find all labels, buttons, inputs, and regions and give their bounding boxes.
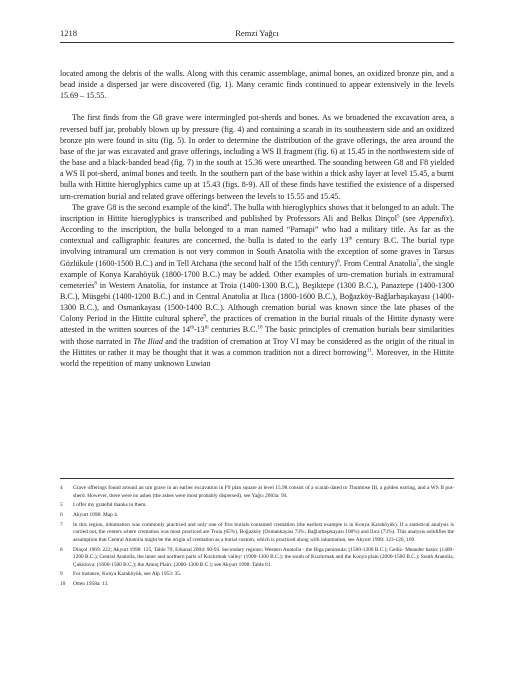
superscript: th — [204, 325, 209, 331]
footnote — [60, 522, 454, 545]
footnote-rule — [60, 478, 454, 479]
text-run: century B.C. The burial type involving intramural urn cremation is not very common in South Anatolia with the exception of some graves in Tarsus Gözlükule (1600-1500 B.C.) and in Tell Atchana (the second half of the 15th century) — [60, 236, 454, 268]
text-run: The grave G8 is the second example of the kind — [72, 202, 227, 212]
footnote-text: I offer my grateful thanks to them. — [73, 502, 147, 509]
text-run: ). According to the inscription, the bulla belonged to a man named “Parnapi” who had a military title. As far as the contextual and calligraphic features are concerned, the bulla is dated to the early 13 — [60, 213, 455, 246]
footnote-text: Grave offerings found around an urn grave in an earlier excavation in F9 plan square at level 15.98 consist of a scarab dated to Thutmose III, a golden earring, and a WS II pot-sherd. However, there were no ashes (the ashes were most probably dispersed), see Yağcı 2003a: 94. — [73, 485, 454, 499]
running-author: Remzi Yağcı — [235, 28, 279, 38]
footnote-number: 6 — [60, 512, 63, 519]
footnote-ref[interactable]: 4 — [226, 203, 230, 209]
footnote-number: 9 — [60, 571, 63, 578]
italic-text: Appendix — [418, 213, 450, 223]
footnote-text: Akyurt 1998: Map 4. — [73, 512, 119, 519]
footnote-ref[interactable]: 8 — [94, 281, 97, 287]
text-run: The first finds from the G8 grave were intermingled pot-sherds and bones. As we broadened the excavation area, a reversed buff jar, probably blown up by pressure (fig. 4) and containing a scarab in its southeastern side and an oxidized bronze pin were found in situ (fig. 5). In order to determine the distribution of the grave offerings, the area around the base of the jar was excavated and grave offerings, including a WS II fragment (fig. 6) at 15.45 in the northwestern side of the base and a black-banded bead (fig. 7) in the south at 15.36 were unearthed. The sounding between G8 and F8 yielded a WS II pot-sherd, animal bones and teeth. In the southern part of the base within a thick ashy layer at level 15.45, a burnt bulla with Hittite hieroglyphics came up at 15.43 (figs. 8-9). All of these finds have testified the existence of a dispersed urn-cremation burial and related grave offerings between the levels to 15.55 and 15.45. — [60, 113, 454, 201]
footnote — [60, 512, 454, 520]
footnote-number: 10 — [60, 581, 66, 588]
footnote-ref[interactable]: 9 — [203, 314, 207, 320]
text-run: (see — [399, 213, 419, 223]
footnote — [60, 571, 454, 579]
text-run: . Moreover, in the Hittite world the repetition of many unknown Luwian — [60, 347, 454, 368]
text-run: in Western Anatolia, for instance at Troia (1400-1300 B.C.), Beşiktepe (1300 B.C.), Panaztepe (1400-1300 B.C.), Müsgebi (1400-1200 B.C.) and in Central Anatolia at Ilıca (1800-1600 B.C.), Boğazköy-Bağlarbaşıkayası (1400-1300 B.C.), and Osmankayası (1500-1400 B.C.). Although cremation burial was known since the late phases of the Colony Period in the Hittite cultural sphere — [60, 280, 454, 324]
italic-text: The Iliad — [133, 336, 163, 346]
footnote-number: 5 — [60, 502, 63, 509]
footnote-ref[interactable]: 10 — [257, 325, 263, 331]
footnote — [60, 581, 454, 589]
superscript: th — [348, 236, 353, 242]
running-header — [60, 28, 454, 42]
footnote-ref[interactable]: 6 — [337, 258, 340, 264]
footnote — [60, 547, 454, 570]
footnotes — [60, 485, 454, 591]
footnote-text: Dinçol 1969: 222; Akyurt 1998: 125, Table 70; Erkanal 2004: 90-93. Secondary regions: Western Anatolia - the Biga peninsula: (1500-1200 B.C.); Gediz- Meander basin: (1400-1200 B.C.); Central Anatolia, the inner and northern parts of Kızılırmak valley: (1900-1300 B.C.); the south of Kızılırmak and the Konya plain (2000-1500 B.C.); South Anatolia, Çukurova: (1600-1500 B.C.); the Amuq Plain: (2000-1300 B.C.); see Akyurt 1998: Table 81. — [73, 546, 454, 568]
footnote-number: 4 — [60, 485, 63, 491]
text-run: centuries B.C. — [208, 325, 258, 335]
main-text — [60, 68, 454, 369]
text-run: , the practices of cremation in the burial rituals of the Hittite dynasty were attested in the written sources of the 14 — [60, 314, 454, 335]
text-run: , the single example of Konya Karahöyük (1800-1700 B.C.) may be added. Other examples of urn-cremation burials in extramural cemeteries — [60, 258, 454, 290]
paragraph — [60, 202, 454, 369]
text-run: -13 — [193, 325, 205, 335]
footnote-text: Otten 1958a: 13. — [73, 581, 109, 588]
footnote-number: 8 — [60, 546, 63, 553]
text-run: . From Central Anatolia — [339, 258, 417, 268]
footnote — [60, 485, 454, 500]
superscript: th — [190, 325, 194, 331]
footnote — [60, 502, 454, 510]
header-rule — [60, 42, 454, 43]
footnote-text: For instance, Konya Karahöyük, see Alp 1953: 35. — [73, 571, 182, 578]
text-run: and the tradition of cremation at Troy VI may be considered as the origin of the ritual in the Hittites or rather it may be thought that it was a common tradition not a direct borrowing — [60, 336, 454, 357]
page-number: 1218 — [60, 28, 77, 38]
paragraph — [60, 68, 454, 101]
footnote-ref[interactable]: 7 — [416, 258, 419, 264]
text-run: . The bulla with hieroglyphics shows that it belonged to an adult. The inscription in Hittite hieroglyphics is transcribed and published by Professors Ali and Belkıs Dinçol — [60, 202, 454, 223]
text-run: The basic principles of cremation burials bear similarities with those narrated in — [60, 325, 454, 346]
footnote-ref[interactable]: 5 — [396, 214, 400, 220]
footnote-text: In this region, inhumation was commonly practiced and only one of five burials contained cremation (the earliest example is in Konya Karahöyük). If a statistical analysis is carried out, the centers where cremation was most practiced are Troia (65%), Boğazköy (Osmankayası 73%; Bağlarbaşıkayası 100%) and Ilıca (73%). This analysis solidifies the assumption that Central Anatolia might be the origin of cremation as a burial custom, which is practiced along with inhumation, see Akyurt 1998: 123-126, 169. — [73, 521, 454, 543]
text-run: located among the debris of the walls. Along with this ceramic assemblage, animal bones, an oxidized bronze pin, and a bead inside a dispersed jar were discovered (fig. 1). Many ceramic finds continued to appear extensively in the levels 15.69 – 15.55. — [60, 69, 454, 101]
paragraph — [60, 112, 454, 201]
footnote-ref[interactable]: 11 — [366, 348, 372, 354]
footnote-number: 7 — [60, 521, 63, 528]
